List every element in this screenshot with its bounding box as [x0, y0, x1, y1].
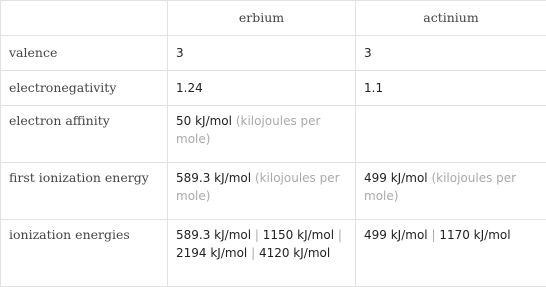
- header-erbium: erbium: [168, 1, 356, 36]
- row-label: ionization energies: [1, 220, 168, 287]
- actinium-ionization-energies: [356, 220, 546, 287]
- table-row-ionization-energies: [1, 220, 546, 287]
- table-row-valence: [1, 36, 546, 71]
- value: 2194 kJ/mol: [176, 246, 247, 260]
- header-empty-cell: [1, 1, 168, 36]
- actinium-electronegativity: 1.1: [356, 71, 546, 106]
- row-label: first ionization energy: [1, 163, 168, 220]
- erbium-electron-affinity: [168, 106, 356, 163]
- row-label: electronegativity: [1, 71, 168, 106]
- value: 4120 kJ/mol: [259, 246, 330, 260]
- value: 1150 kJ/mol: [263, 228, 334, 242]
- separator: |: [431, 228, 435, 242]
- table-row-first-ionization-energy: [1, 163, 546, 220]
- value: 1170 kJ/mol: [439, 228, 510, 242]
- header-actinium: actinium: [356, 1, 546, 36]
- erbium-electronegativity: 1.24: [168, 71, 356, 106]
- separator: |: [338, 228, 342, 242]
- value: 50 kJ/mol: [176, 114, 232, 128]
- actinium-valence: 3: [356, 36, 546, 71]
- separator: |: [255, 228, 259, 242]
- separator: |: [251, 246, 255, 260]
- erbium-ionization-energies: [168, 220, 356, 287]
- actinium-electron-affinity: [356, 106, 546, 163]
- value: 589.3 kJ/mol: [176, 171, 251, 185]
- value: 589.3 kJ/mol: [176, 228, 251, 242]
- header-row: [1, 1, 546, 36]
- value: 499 kJ/mol: [364, 228, 428, 242]
- value: 499 kJ/mol: [364, 171, 428, 185]
- row-label: electron affinity: [1, 106, 168, 163]
- unit-description: (kilojoules per mole): [176, 171, 340, 203]
- erbium-valence: 3: [168, 36, 356, 71]
- unit-description: (kilojoules per mole): [364, 171, 516, 203]
- actinium-first-ionization-energy: [356, 163, 546, 220]
- table-row-electronegativity: [1, 71, 546, 106]
- table-row-electron-affinity: [1, 106, 546, 163]
- unit-description: (kilojoules per mole): [176, 114, 320, 146]
- row-label: valence: [1, 36, 168, 71]
- erbium-first-ionization-energy: [168, 163, 356, 220]
